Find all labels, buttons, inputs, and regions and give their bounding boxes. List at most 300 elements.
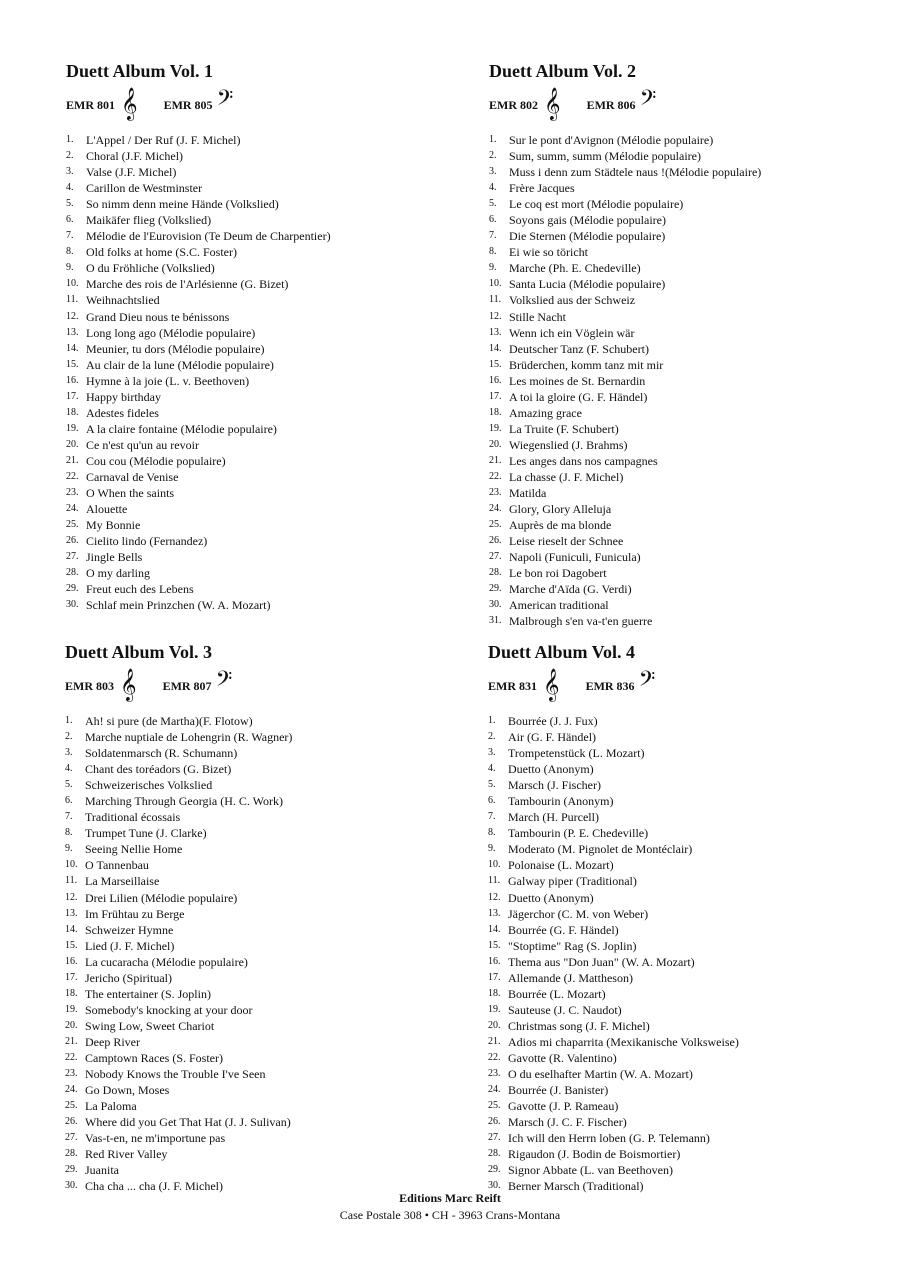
item-number: 23. (66, 487, 79, 499)
list-item (489, 164, 889, 180)
item-number: 14. (66, 342, 79, 354)
list-item (488, 970, 888, 986)
item-number: 23. (65, 1068, 78, 1080)
list-item (488, 1034, 888, 1050)
list-item (66, 244, 466, 260)
item-title: Carnaval de Venise (86, 469, 179, 484)
item-title: Ich will den Herrn loben (G. P. Telemann) (508, 1131, 710, 1146)
item-number: 8. (65, 827, 73, 839)
item-number: 2. (65, 731, 73, 743)
treble-edition-code: EMR 801 (66, 97, 115, 112)
item-number: 15. (66, 358, 79, 370)
item-title: Frère Jacques (509, 181, 575, 196)
item-number: 12. (66, 310, 79, 322)
item-number: 2. (489, 150, 497, 162)
item-number: 14. (65, 923, 78, 935)
item-title: Im Frühtau zu Berge (85, 906, 185, 921)
item-number: 6. (66, 214, 74, 226)
item-number: 27. (65, 1132, 78, 1144)
item-number: 10. (66, 278, 79, 290)
item-number: 10. (489, 278, 502, 290)
item-title: Au clair de la lune (Mélodie populaire) (86, 357, 274, 372)
item-title: Jingle Bells (86, 550, 143, 565)
item-title: Sum, summ, summ (Mélodie populaire) (509, 149, 701, 164)
list-item (66, 373, 466, 389)
list-item (65, 1050, 465, 1066)
item-title: Red River Valley (85, 1147, 168, 1162)
item-number: 22. (488, 1051, 501, 1063)
album-vol-4 (488, 641, 888, 1194)
list-item (488, 761, 888, 777)
bass-edition-code: EMR 805 (163, 97, 213, 112)
list-item (65, 922, 465, 938)
item-number: 18. (66, 406, 79, 418)
item-number: 19. (66, 422, 79, 434)
item-number: 24. (489, 503, 502, 515)
item-title: Wenn ich ein Vöglein wär (509, 325, 635, 340)
item-number: 24. (488, 1084, 501, 1096)
list-item (489, 212, 889, 228)
item-title: Le bon roi Dagobert (509, 566, 607, 581)
item-title: Traditional écossais (85, 810, 181, 825)
list-item (489, 180, 889, 196)
item-number: 30. (66, 599, 79, 611)
item-number: 29. (488, 1164, 501, 1176)
item-number: 1. (489, 134, 497, 145)
item-title: March (H. Purcell) (508, 810, 599, 825)
item-title: Marsch (J. C. F. Fischer) (508, 1115, 627, 1130)
list-item (66, 132, 466, 148)
list-item (66, 196, 466, 212)
list-item (489, 453, 889, 469)
item-title: Duetto (Anonym) (508, 762, 594, 777)
list-item (489, 292, 889, 308)
album-title: Duett Album Vol. 4 (488, 642, 636, 662)
item-number: 17. (488, 971, 501, 983)
track-list (489, 132, 889, 629)
item-number: 15. (65, 939, 78, 951)
item-title: Camptown Races (S. Foster) (85, 1050, 223, 1065)
list-item (65, 793, 465, 809)
list-item (488, 793, 888, 809)
item-number: 2. (66, 150, 74, 162)
item-title: Bourrée (G. F. Händel) (508, 922, 619, 937)
list-item (65, 954, 465, 970)
item-number: 8. (66, 246, 74, 258)
item-title: Polonaise (L. Mozart) (508, 858, 614, 873)
item-number: 5. (489, 198, 497, 210)
list-item (489, 613, 889, 629)
item-title: Brüderchen, komm tanz mit mir (509, 357, 664, 372)
bass-edition-code: EMR 836 (585, 678, 635, 693)
list-item (66, 341, 466, 357)
item-title: Somebody's knocking at your door (85, 1002, 253, 1017)
item-title: Ah! si pure (de Martha)(F. Flotow) (85, 714, 253, 728)
item-title: Les anges dans nos campagnes (509, 453, 658, 468)
list-item (65, 857, 465, 873)
item-number: 22. (65, 1051, 78, 1063)
list-item (489, 309, 889, 325)
item-number: 22. (66, 470, 79, 482)
item-title: O du eselhafter Martin (W. A. Mozart) (508, 1067, 693, 1082)
item-title: Christmas song (J. F. Michel) (508, 1018, 650, 1033)
list-item (65, 1034, 465, 1050)
item-number: 25. (66, 519, 79, 531)
list-item (65, 729, 465, 745)
item-number: 14. (489, 342, 502, 354)
list-item (65, 1162, 465, 1178)
item-title: Schlaf mein Prinzchen (W. A. Mozart) (86, 598, 271, 613)
item-title: La Truite (F. Schubert) (509, 421, 619, 436)
list-item (66, 309, 466, 325)
list-item (489, 437, 889, 453)
list-item (488, 777, 888, 793)
track-list (488, 713, 888, 1194)
treble-edition-code: EMR 802 (489, 97, 538, 112)
item-title: Tambourin (Anonym) (508, 794, 614, 809)
list-item (488, 1146, 888, 1162)
list-item (66, 565, 466, 581)
item-title: Cou cou (Mélodie populaire) (86, 453, 226, 468)
album-vol-3 (65, 641, 465, 1194)
item-title: Marching Through Georgia (H. C. Work) (85, 794, 283, 809)
item-title: Soyons gais (Mélodie populaire) (509, 213, 666, 228)
item-number: 11. (488, 875, 501, 887)
item-number: 13. (65, 907, 78, 919)
list-item (66, 260, 466, 276)
list-item (66, 325, 466, 341)
list-item (489, 517, 889, 533)
list-item (66, 501, 466, 517)
list-item (489, 485, 889, 501)
item-title: Gavotte (R. Valentino) (508, 1050, 617, 1065)
item-title: O my darling (86, 566, 150, 581)
item-title: O Tannenbau (85, 858, 149, 873)
item-title: Adios mi chaparrita (Mexikanische Volksweise) (508, 1034, 739, 1049)
item-number: 10. (65, 859, 78, 871)
list-item (66, 228, 466, 244)
publisher-footer (0, 1190, 900, 1224)
item-title: Drei Lilien (Mélodie populaire) (85, 890, 238, 905)
item-title: Berner Marsch (Traditional) (508, 1179, 644, 1194)
item-title: So nimm denn meine Hände (Volkslied) (86, 197, 279, 212)
list-item (65, 890, 465, 906)
list-item (65, 1002, 465, 1018)
item-number: 16. (489, 374, 502, 386)
item-number: 5. (65, 779, 73, 791)
treble-edition-code: EMR 831 (488, 678, 537, 693)
item-title: Tambourin (P. E. Chedeville) (508, 826, 649, 841)
item-number: 30. (489, 599, 502, 611)
bass-clef-icon: 𝄢 (638, 666, 656, 697)
treble-clef-icon: 𝄞 (120, 668, 137, 701)
item-title: A toi la gloire (G. F. Händel) (509, 389, 648, 404)
item-number: 6. (489, 214, 497, 226)
list-item (489, 405, 889, 421)
item-title: Marche des rois de l'Arlésienne (G. Bizet) (86, 277, 289, 292)
list-item (66, 549, 466, 565)
item-number: 3. (488, 747, 496, 759)
item-number: 14. (488, 923, 501, 935)
album-title: Duett Album Vol. 3 (65, 642, 213, 662)
list-item (489, 148, 889, 164)
item-title: Lied (J. F. Michel) (85, 938, 175, 953)
edition-codes (489, 85, 889, 122)
item-title: Les moines de St. Bernardin (509, 373, 646, 388)
item-number: 28. (66, 567, 79, 579)
item-title: Cha cha ... cha (J. F. Michel) (85, 1179, 223, 1194)
item-number: 9. (65, 843, 73, 855)
item-title: My Bonnie (86, 518, 141, 533)
item-number: 24. (65, 1084, 78, 1096)
item-title: American traditional (509, 598, 609, 613)
item-title: Muss i denn zum Städtele naus !(Mélodie populaire) (509, 165, 762, 180)
list-item (66, 180, 466, 196)
list-item (488, 922, 888, 938)
item-title: Where did you Get That Hat (J. J. Sulivan) (85, 1115, 291, 1130)
item-title: Volkslied aus der Schweiz (509, 293, 636, 308)
list-item (488, 809, 888, 825)
item-title: Gavotte (J. P. Rameau) (508, 1099, 619, 1114)
item-number: 7. (66, 230, 74, 242)
item-number: 26. (489, 535, 502, 547)
list-item (66, 517, 466, 533)
item-title: Choral (J.F. Michel) (86, 149, 184, 164)
list-item (65, 906, 465, 922)
item-number: 13. (489, 326, 502, 338)
item-title: Leise rieselt der Schnee (509, 534, 624, 549)
item-number: 28. (488, 1148, 501, 1160)
list-item (65, 970, 465, 986)
treble-clef-icon: 𝄞 (543, 668, 560, 701)
item-title: Santa Lucia (Mélodie populaire) (509, 277, 666, 292)
item-title: L'Appel / Der Ruf (J. F. Michel) (86, 133, 241, 147)
bass-clef-icon: 𝄢 (216, 85, 234, 116)
item-number: 3. (65, 747, 73, 759)
item-number: 16. (65, 955, 78, 967)
item-number: 12. (489, 310, 502, 322)
item-number: 25. (488, 1100, 501, 1112)
item-number: 4. (66, 182, 74, 194)
item-number: 29. (66, 583, 79, 595)
list-item (65, 825, 465, 841)
item-title: Weihnachtslied (86, 293, 160, 308)
list-item (65, 1018, 465, 1034)
item-title: Go Down, Moses (85, 1083, 170, 1098)
item-number: 21. (66, 454, 79, 466)
item-number: 18. (489, 406, 502, 418)
item-title: Juanita (85, 1163, 119, 1178)
item-number: 17. (65, 971, 78, 983)
list-item (65, 1130, 465, 1146)
list-item (489, 341, 889, 357)
item-number: 17. (489, 390, 502, 402)
item-title: Le coq est mort (Mélodie populaire) (509, 197, 684, 212)
list-item (489, 132, 889, 148)
list-item (488, 729, 888, 745)
list-item (66, 164, 466, 180)
list-item (488, 1162, 888, 1178)
item-title: Duetto (Anonym) (508, 890, 594, 905)
list-item (66, 148, 466, 164)
item-number: 29. (65, 1164, 78, 1176)
item-title: Die Sternen (Mélodie populaire) (509, 229, 666, 244)
list-item (488, 857, 888, 873)
list-item (489, 549, 889, 565)
item-number: 30. (488, 1180, 501, 1192)
item-title: The entertainer (S. Joplin) (85, 986, 211, 1001)
list-item (66, 389, 466, 405)
item-title: Grand Dieu nous te bénissons (86, 309, 230, 324)
list-item (488, 825, 888, 841)
list-item (488, 841, 888, 857)
list-item (488, 954, 888, 970)
list-item (488, 1130, 888, 1146)
item-title: Seeing Nellie Home (85, 842, 183, 857)
list-item (489, 228, 889, 244)
item-title: Nobody Knows the Trouble I've Seen (85, 1067, 266, 1082)
list-item (66, 597, 466, 613)
item-title: Swing Low, Sweet Chariot (85, 1018, 215, 1033)
item-number: 12. (488, 891, 501, 903)
item-title: La chasse (J. F. Michel) (509, 469, 624, 484)
list-item (488, 986, 888, 1002)
item-number: 6. (488, 795, 496, 807)
item-title: Wiegenslied (J. Brahms) (509, 437, 628, 452)
item-number: 4. (488, 763, 496, 775)
list-item (66, 581, 466, 597)
list-item (489, 389, 889, 405)
list-item (66, 292, 466, 308)
item-title: Moderato (M. Pignolet de Montéclair) (508, 842, 693, 857)
publisher-name: Editions Marc Reift (399, 1191, 501, 1205)
list-item (489, 565, 889, 581)
item-number: 11. (489, 294, 502, 306)
bass-clef-icon: 𝄢 (215, 666, 233, 697)
item-title: Freut euch des Lebens (86, 582, 194, 597)
list-item (66, 437, 466, 453)
list-item (65, 873, 465, 889)
list-item (489, 357, 889, 373)
item-title: Cielito lindo (Fernandez) (86, 534, 208, 549)
edition-codes (488, 666, 888, 703)
item-number: 12. (65, 891, 78, 903)
item-number: 19. (65, 1003, 78, 1015)
item-number: 11. (66, 294, 79, 306)
item-title: Air (G. F. Händel) (508, 730, 597, 745)
item-title: Auprès de ma blonde (509, 518, 612, 533)
item-title: A la claire fontaine (Mélodie populaire) (86, 421, 277, 436)
item-number: 29. (489, 583, 502, 595)
item-number: 20. (65, 1019, 78, 1031)
list-item (65, 809, 465, 825)
item-number: 3. (489, 166, 497, 178)
item-title: "Stoptime" Rag (S. Joplin) (508, 938, 637, 953)
album-vol-1 (66, 60, 466, 613)
item-number: 9. (489, 262, 497, 274)
item-number: 23. (489, 487, 502, 499)
item-title: Trumpet Tune (J. Clarke) (85, 826, 207, 841)
list-item (488, 1018, 888, 1034)
item-number: 5. (488, 779, 496, 791)
edition-codes (65, 666, 465, 703)
item-number: 26. (66, 535, 79, 547)
list-item (65, 1146, 465, 1162)
item-title: Amazing grace (509, 405, 582, 420)
item-title: Maikäfer flieg (Volkslied) (86, 213, 212, 228)
item-title: Long long ago (Mélodie populaire) (86, 325, 256, 340)
list-item (489, 325, 889, 341)
list-item (66, 421, 466, 437)
album-vol-2 (489, 60, 889, 629)
item-number: 25. (65, 1100, 78, 1112)
item-number: 31. (489, 615, 502, 627)
item-title: Happy birthday (86, 389, 161, 404)
item-title: Marche nuptiale de Lohengrin (R. Wagner) (85, 730, 293, 745)
item-title: Malbrough s'en va-t'en guerre (509, 614, 653, 629)
item-title: Sauteuse (J. C. Naudot) (508, 1002, 622, 1017)
list-item (488, 1082, 888, 1098)
item-number: 4. (489, 182, 497, 194)
track-list (66, 132, 466, 613)
list-item (66, 533, 466, 549)
item-title: O When the saints (86, 486, 175, 501)
album-title: Duett Album Vol. 2 (489, 61, 637, 81)
item-number: 15. (489, 358, 502, 370)
item-number: 25. (489, 519, 502, 531)
bass-edition-code: EMR 807 (162, 678, 212, 693)
list-item (65, 777, 465, 793)
list-item (489, 421, 889, 437)
item-number: 30. (65, 1180, 78, 1192)
item-number: 20. (488, 1019, 501, 1031)
item-number: 15. (488, 939, 501, 951)
item-title: Marche d'Aïda (G. Verdi) (509, 582, 632, 597)
item-number: 26. (488, 1116, 501, 1128)
item-title: O du Fröhliche (Volkslied) (86, 261, 215, 276)
list-item (488, 873, 888, 889)
item-number: 22. (489, 470, 502, 482)
list-item (488, 1114, 888, 1130)
item-title: Rigaudon (J. Bodin de Boismortier) (508, 1147, 681, 1162)
item-title: Carillon de Westminster (86, 181, 203, 196)
item-title: Jericho (Spiritual) (85, 970, 172, 985)
item-title: Napoli (Funiculi, Funicula) (509, 550, 641, 565)
item-number: 11. (65, 875, 78, 887)
item-number: 3. (66, 166, 74, 178)
bass-edition-code: EMR 806 (586, 97, 636, 112)
item-title: Ce n'est qu'un au revoir (86, 437, 199, 452)
item-number: 7. (488, 811, 496, 823)
item-title: Vas-t-en, ne m'importune pas (85, 1131, 226, 1146)
track-list (65, 713, 465, 1194)
list-item (66, 357, 466, 373)
treble-clef-icon: 𝄞 (121, 87, 138, 120)
item-number: 28. (65, 1148, 78, 1160)
item-title: Chant des toréadors (G. Bizet) (85, 762, 232, 777)
item-title: Mélodie de l'Eurovision (Te Deum de Charpentier) (86, 229, 331, 244)
list-item (488, 745, 888, 761)
item-title: Jägerchor (C. M. von Weber) (508, 906, 649, 921)
item-number: 21. (488, 1035, 501, 1047)
list-item (488, 1066, 888, 1082)
list-item (489, 533, 889, 549)
item-number: 9. (66, 262, 74, 274)
treble-edition-code: EMR 803 (65, 678, 114, 693)
item-title: Alouette (86, 502, 128, 517)
item-title: Galway piper (Traditional) (508, 874, 637, 889)
list-item (489, 373, 889, 389)
